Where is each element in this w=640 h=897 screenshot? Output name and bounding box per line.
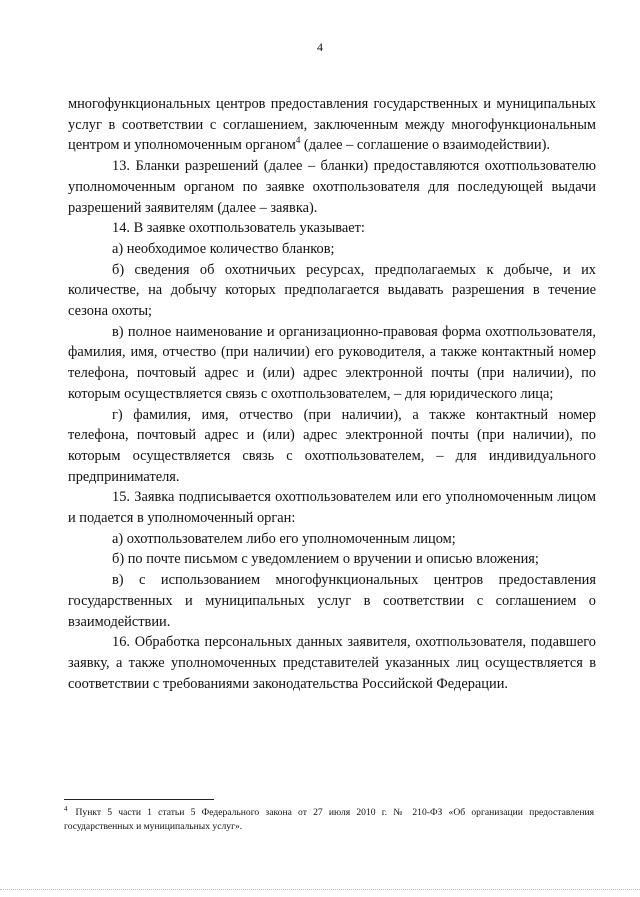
list-item-g: г) фамилия, имя, отчество (при наличии), а также контактный номер телефона, почтовый адрес и (или) адрес электронной почты (при наличии), по которым осуществляется связь с охотпользователем, – для индивидуального предпринимателя. [68,406,596,485]
paragraph-13: 13. Бланки разрешений (далее – бланки) предоставляются охотпользователю уполномоченным органом по заявке охотпользователя для последующей выдачи разрешений заявителям (далее – заявка). [68,158,596,216]
list-item-a: а) охотпользователем либо его уполномоченным лицом; [112,530,456,547]
list-item-b: б) сведения об охотничьих ресурсах, предполагаемых к добыче, и их количестве, на добычу которых предполагается выдавать разрешения в течение сезона охоты; [68,261,596,320]
paragraph-15: 15. Заявка подписывается охотпользователем или его уполномоченным лицом и подается в уполномоченный орган: [68,489,596,527]
page-number: 4 [317,40,323,54]
paragraph-16: 16. Обработка персональных данных заявителя, охотпользователя, подавшего заявку, а также уполномоченных представителей указанных лиц осуществляется в соответствии с требованиями законодательства Российской Федерации. [68,634,596,692]
document-body [68,94,596,694]
page-edge [0,889,640,890]
paragraph-text-tail: (далее – соглашение о взаимодействии). [300,137,550,154]
footnote-reference: 4 [295,135,301,146]
footnote-divider [64,799,214,800]
footnote-text: Пункт 5 части 1 статьи 5 Федерального закона от 27 июля 2010 г. № 210-ФЗ «Об организации предоставления государственных и муниципальных услуг». [64,807,594,832]
list-item-v: в) полное наименование и организационно-правовая форма охотпользователя, фамилия, имя, отчество (при наличии) его руководителя, а также контактный номер телефона, почтовый адрес и (или) адрес электронной почты (при наличии), по которым осуществляется связь с охотпользователем, – для юридического лица; [68,323,596,402]
footnote [64,806,594,834]
paragraph-14: 14. В заявке охотпользователь указывает: [112,220,365,237]
list-item-v: в) с использованием многофункциональных центров предоставления государственных и муниципальных услуг в соответствии с соглашением о взаимодействии. [68,572,596,630]
footnote-mark: 4 [64,804,68,813]
paragraph-text: многофункциональных центров предоставления государственных и муниципальных услуг в соответствии с соглашением, заключенным между многофункциональным центром и уполномоченным органом [68,96,596,154]
paragraph-continuation [68,94,596,156]
list-item-b: б) по почте письмом с уведомлением о вручении и описью вложения; [112,551,539,568]
list-item-a: а) необходимое количество бланков; [112,240,335,257]
